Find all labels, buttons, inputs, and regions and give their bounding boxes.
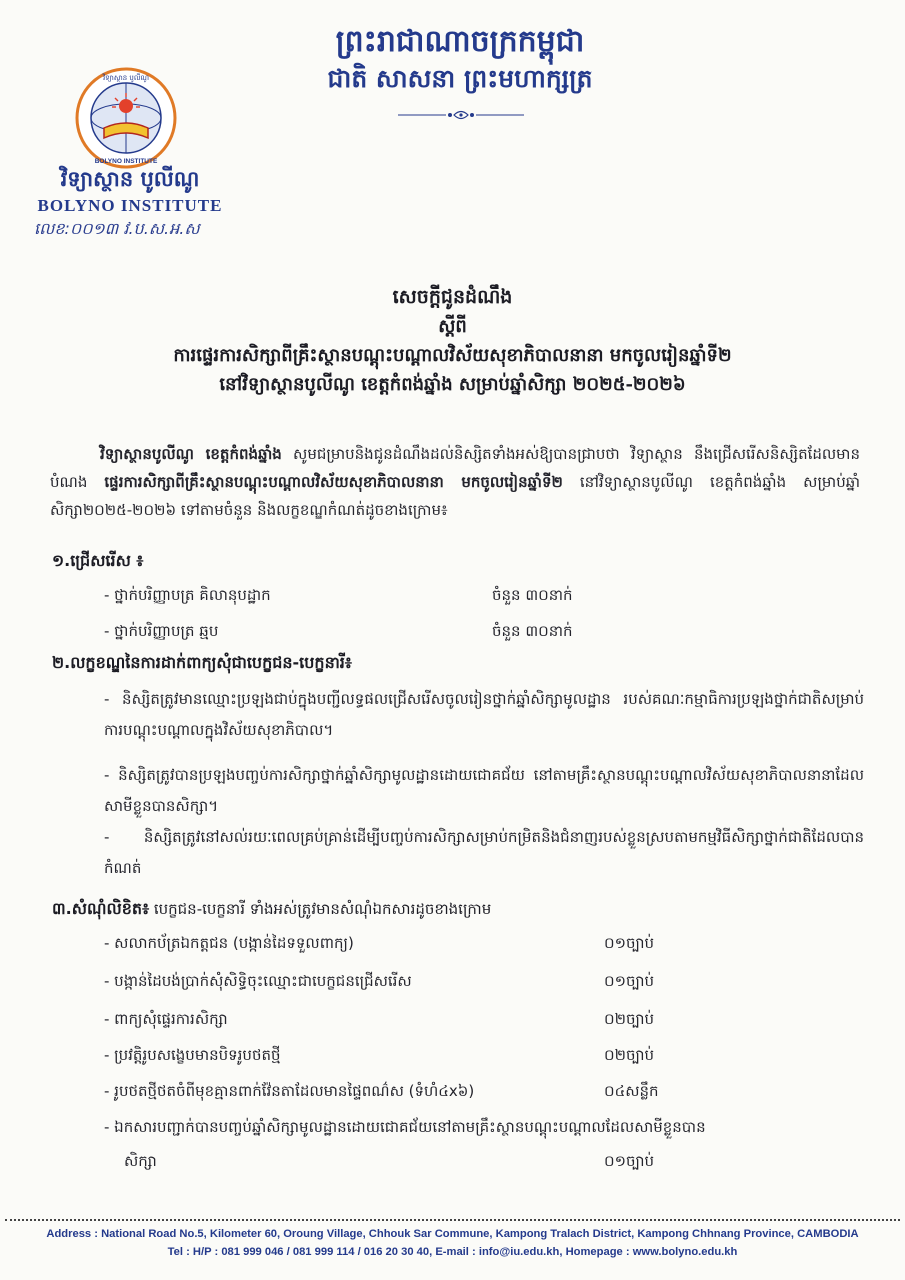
list-item: [104, 582, 604, 608]
section-3-subheading: បេក្ខជន-បេក្ខនារី ទាំងអស់ត្រូវមានសំណុំឯកសារដូចខាងក្រោម: [149, 900, 492, 918]
logo-top-text: វិទ្យាស្ថាន បូលីណូ: [102, 74, 150, 82]
title-line-4: នៅវិទ្យាស្ថានបូលីណូ ខេត្តកំពង់ឆ្នាំង សម្រាប់ឆ្នាំសិក្សា ២០២៥-២០២៦: [219, 374, 686, 395]
item-amount: ០២ច្បាប់: [604, 1010, 655, 1028]
item-label: សិក្សា: [124, 1152, 157, 1170]
footer-address: Address : National Road No.5, Kilometer 60, Oroung Village, Chhouk Sar Commune, Kampong Tralach District, Kampong Chhnang Province, CAMBODIA: [46, 1228, 859, 1240]
title-line-3: ការផ្ទេរការសិក្សាពីគ្រឹះស្ថានបណ្តុះបណ្តាលវិស័យសុខាភិបាលនានា មកចូលរៀនឆ្នាំទី២: [173, 345, 732, 366]
item-label: - ថ្នាក់បរិញ្ញាបត្រ ឆ្មប: [104, 622, 219, 640]
kingdom-motto: ជាតិ សាសនា ព្រះមហាក្សត្រ: [327, 64, 593, 93]
document-item: [104, 968, 804, 994]
footer-contact: Tel : H/P : 081 999 046 / 081 999 114 / 016 20 30 40, E-mail : info@iu.edu.kh, Homepage : www.bolyno.edu.kh: [167, 1246, 738, 1258]
item-label: - រូបថតថ្មីថតចំពីមុខគ្មានពាក់វ៉ែនតាដែលមានផ្ទៃពណ៌ស (ទំហំ៤x៦): [104, 1082, 475, 1100]
intro-paragraph: [50, 440, 860, 524]
ornament-divider-icon: [398, 108, 524, 122]
item-label: - ឯកសារបញ្ជាក់បានបញ្ចប់ឆ្នាំសិក្សាមូលដ្ឋានដោយជោគជ័យនៅតាមគ្រឹះស្ថានបណ្តុះបណ្តាលដែលសាមីខ្លួនបាន: [104, 1118, 706, 1136]
document-item: [104, 1114, 864, 1140]
logo-bottom-text: BOLYNO INSTITUTE: [94, 158, 158, 165]
item-amount: ចំនួន ៣០នាក់: [492, 622, 573, 640]
kingdom-header: [250, 22, 670, 96]
condition-item: - និស្សិតត្រូវបានប្រឡងបញ្ចប់ការសិក្សាថ្នាក់ឆ្នាំសិក្សាមូលដ្ឋានដោយជោគជ័យ នៅតាមគ្រឹះស្ថានបណ្តុះបណ្តាលវិស័យសុខាភិបាលនានាដែលសាមីខ្លួនបានសិក្សា។: [104, 766, 864, 815]
intro-text-1: សូមជម្រាបនិងជូនដំណឹងដល់និស្សិតទាំងអស់ឱ្យបានជ្រាបថា វិទ្យាស្ថាន នឹងជ្រើសរើសនិស្សិតដែលមានបំណង: [50, 445, 860, 491]
document-item: [104, 1078, 804, 1104]
item-amount: ចំនួន ៣០នាក់: [492, 586, 573, 604]
section-2-heading: ២.លក្ខខណ្ឌនៃការដាក់ពាក្យសុំជាបេក្ខជន-បេក្ខនារី៖: [52, 653, 352, 672]
item-amount: ០៤សន្លឹក: [604, 1082, 659, 1100]
kingdom-title: ព្រះរាជាណាចក្រកម្ពុជា: [335, 24, 585, 59]
item-label: - ពាក្យសុំផ្ទេរការសិក្សា: [104, 1010, 228, 1028]
section-3-heading: [52, 898, 491, 922]
document-item: [124, 1148, 804, 1174]
item-label: - បង្កាន់ដៃបង់ប្រាក់សុំសិទ្ធិចុះឈ្មោះជាបេក្ខជនជ្រើសរើស: [104, 972, 412, 990]
item-label: - ប្រវត្តិរូបសង្ខេបមានបិទរូបថតថ្មី: [104, 1046, 281, 1064]
institute-name-kh: វិទ្យាស្ថាន បូលីណូ: [60, 166, 200, 191]
document-title: [40, 283, 865, 399]
item-amount: ០១ច្បាប់: [604, 972, 655, 990]
condition-item: - និស្សិតត្រូវនៅសល់រយៈពេលគ្រប់គ្រាន់ដើម្បីបញ្ចប់ការសិក្សាសម្រាប់កម្រិតនិងជំនាញរបស់ខ្លួនស្របតាមកម្មវិធីសិក្សាថ្នាក់ជាតិដែលបានកំណត់: [104, 828, 864, 877]
reference-number: លេខ:០០១៣ វ.ប.ស.អ.ស: [34, 219, 200, 238]
section-3-title: ៣.សំណុំលិខិត៖: [52, 899, 150, 918]
document-item: [104, 930, 804, 956]
institute-name-en: BOLYNO INSTITUTE: [37, 196, 223, 215]
title-line-1: សេចក្តីជូនដំណឹង: [392, 286, 513, 308]
document-item: [104, 1042, 804, 1068]
document-item: [104, 1006, 804, 1032]
list-item: [104, 618, 604, 644]
title-line-2: ស្តីពី: [438, 316, 467, 337]
intro-bold-mid: ផ្ទេរការសិក្សាពីគ្រឹះស្ថានបណ្តុះបណ្តាលវិស័យសុខាភិបាលនានា មកចូលរៀនឆ្នាំទី២: [104, 473, 563, 491]
section-1-heading: ១.ជ្រើសរើស ៖: [52, 551, 144, 570]
item-amount: ០១ច្បាប់: [604, 1152, 655, 1170]
intro-bold-lead: វិទ្យាស្ថានបូលីណូ ខេត្តកំពង់ឆ្នាំង: [100, 445, 282, 463]
item-label: - ថ្នាក់បរិញ្ញាបត្រ គិលានុបដ្ឋាក: [104, 586, 271, 604]
condition-item: - និស្សិតត្រូវមានឈ្មោះប្រឡងជាប់ក្នុងបញ្ជីលទ្ធផលជ្រើសរើសចូលរៀនថ្នាក់ឆ្នាំសិក្សាមូលដ្ឋាន របស់គណៈកម្មាធិការប្រឡងថ្នាក់ជាតិសម្រាប់ការបណ្តុះបណ្តាលក្នុងវិស័យសុខាភិបាល។: [104, 690, 864, 739]
footer-divider: [5, 1219, 900, 1221]
institute-logo: [74, 66, 178, 170]
intro-text-2: នៅវិទ្យាស្ថានបូលីណូ ខេត្តកំពង់ឆ្នាំង សម្រាប់ឆ្នាំសិក្សា២០២៥-២០២៦ ទៅតាមចំនួន និងលក្ខខណ្ឌកំណត់ដូចខាងក្រោម៖: [50, 473, 860, 519]
item-amount: ០១ច្បាប់: [604, 934, 655, 952]
item-label: - សលាកប័ត្រឯកត្តជន (បង្កាន់ដៃទទួលពាក្យ): [104, 934, 354, 952]
item-amount: ០២ច្បាប់: [604, 1046, 655, 1064]
